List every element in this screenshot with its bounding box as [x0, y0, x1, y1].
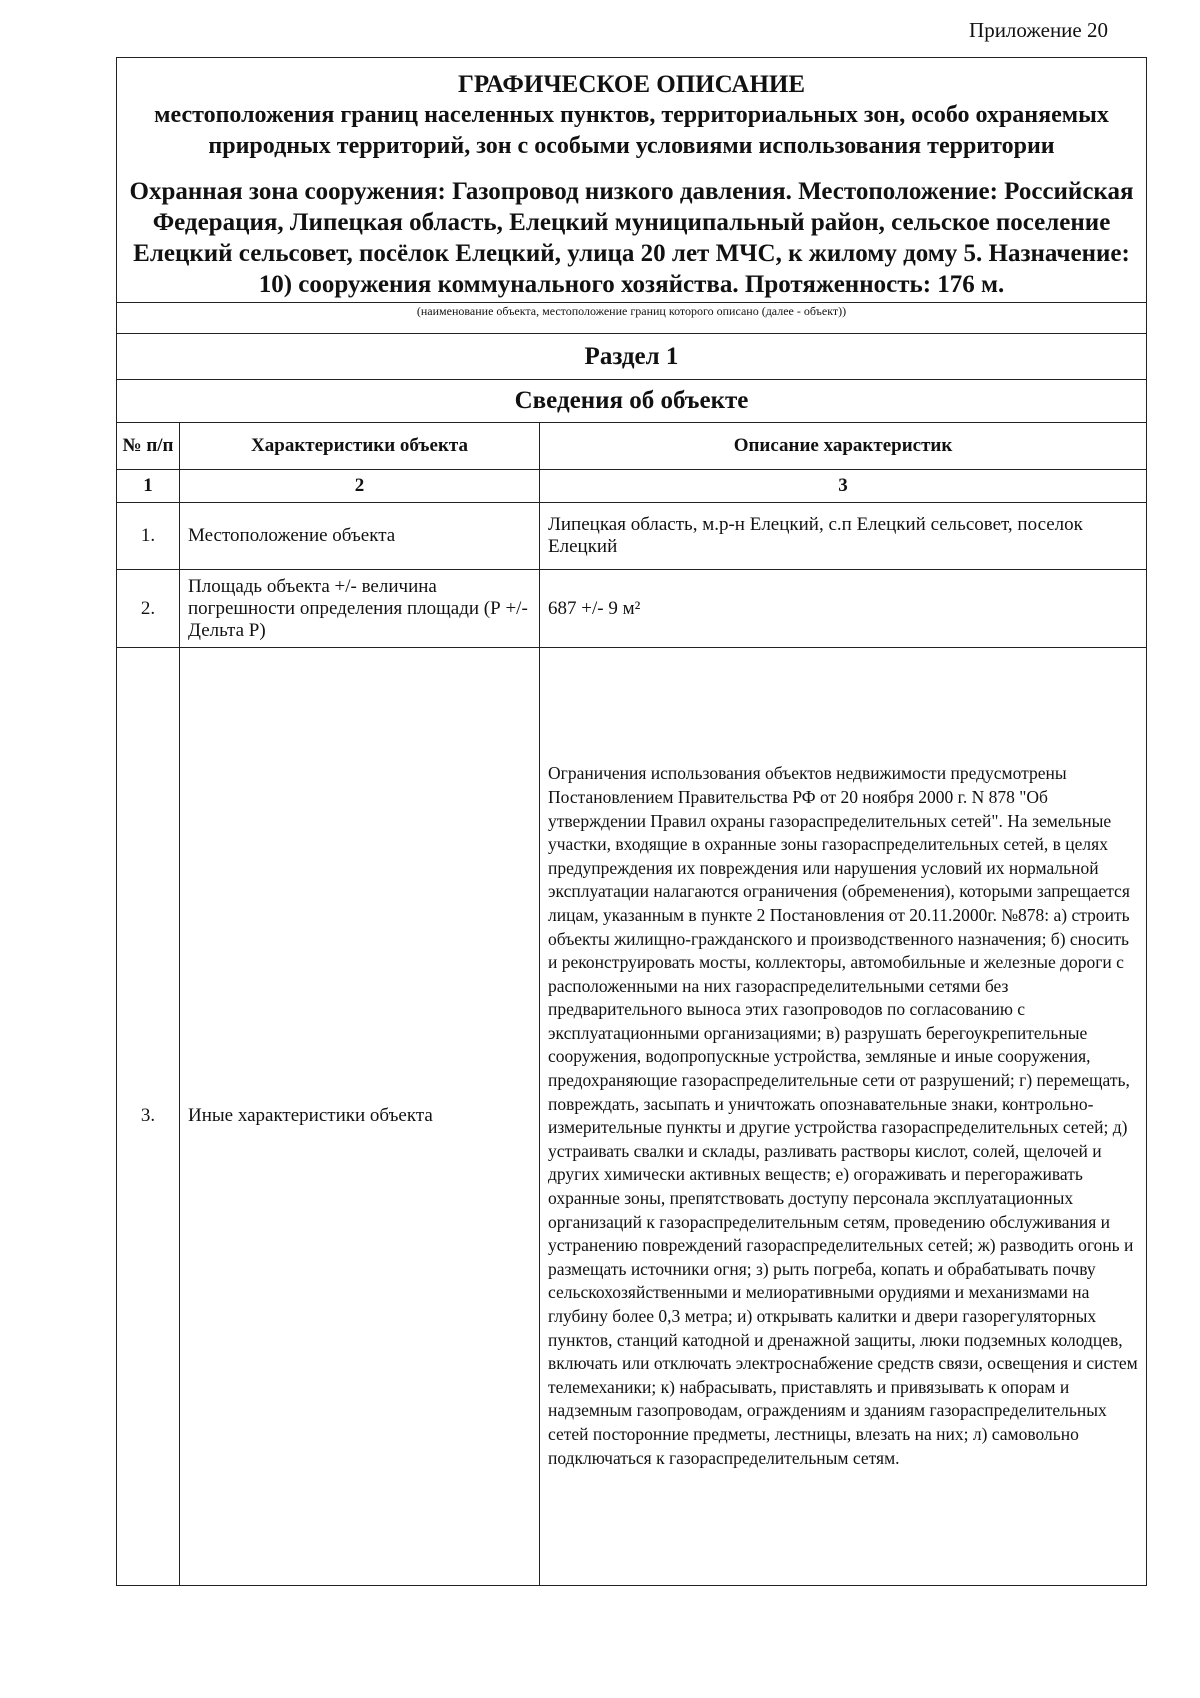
row-number: 1. — [117, 503, 180, 570]
row-characteristic: Иные характеристики объекта — [180, 648, 540, 1585]
column-number-row — [117, 470, 1146, 503]
document-subtitle: местоположения границ населенных пунктов, территориальных зон, особо охраняемых природных территорий, зон с особыми условиями использования территории — [154, 102, 1109, 159]
col-number: 3 — [540, 470, 1147, 503]
section-title: Раздел 1 — [117, 333, 1146, 379]
table-row — [117, 648, 1146, 1585]
col-number: 1 — [117, 470, 180, 503]
row-description: 687 +/- 9 м² — [540, 570, 1147, 648]
col-header-number: № п/п — [117, 423, 180, 470]
appendix-label: Приложение 20 — [969, 18, 1108, 42]
row-characteristic: Площадь объекта +/- величина погрешности определения площади (Р +/- Дельта Р) — [180, 570, 540, 648]
object-caption: (наименование объекта, местоположение границ которого описано (далее - объект)) — [117, 302, 1146, 333]
row-description: Ограничения использования объектов недвижимости предусмотрены Постановлением Правительства РФ от 20 ноября 2000 г. N 878 "Об утверждении Правил охраны газораспределительных сетей". На земельные участки, входящие в охранные зоны газораспределительных сетей, в целях предупреждения их повреждения или нарушения условий их нормальной эксплуатации налагаются ограничения (обременения), которыми запрещается лицам, указанным в пункте 2 Постановления от 20.11.2000г. №878: а) строить объекты жилищно-гражданского и производственного назначения; б) сносить и реконструировать мосты, коллекторы, автомобильные и железные дороги с расположенными на них газораспределительными сетями без предварительного выноса этих газопроводов по согласованию с эксплуатационными организациями; в) разрушать берегоукрепительные сооружения, водопропускные устройства, земляные и иные сооружения, предохраняющие газораспределительные сети от разрушений; г) перемещать, повреждать, засыпать и уничтожать опознавательные знаки, контрольно-измерительные пункты и другие устройства газораспределительных сетей; д) устраивать свалки и склады, разливать растворы кислот, солей, щелочей и других химически активных веществ; е) огораживать и перегораживать охранные зоны, препятствовать доступу персонала эксплуатационных организаций к газораспределительным сетям, проведению обслуживания и устранению повреждений газораспределительных сетей; ж) разводить огонь и размещать источники огня; з) рыть погреба, копать и обрабатывать почву сельскохозяйственными и мелиоративными орудиями и механизмами на глубину более 0,3 метра; и) открывать калитки и двери газорегуляторных пунктов, станций катодной и дренажной защиты, люки подземных колодцев, включать или отключать электроснабжение средств связи, освещения и систем телемеханики; к) набрасывать, приставлять и привязывать к опорам и надземным газопроводам, ограждениям и зданиям газораспределительных сетей посторонние предметы, лестницы, влезать на них; л) самовольно подключаться к газораспределительным сетям. — [540, 648, 1147, 1585]
object-info-table — [117, 422, 1146, 1585]
section-subtitle: Сведения об объекте — [117, 379, 1146, 422]
table-row — [117, 570, 1146, 648]
row-characteristic: Местоположение объекта — [180, 503, 540, 570]
table-header-row — [117, 423, 1146, 470]
row-number: 2. — [117, 570, 180, 648]
document-frame — [116, 57, 1147, 1586]
col-header-description: Описание характеристик — [540, 423, 1147, 470]
document-title: ГРАФИЧЕСКОЕ ОПИСАНИЕ — [457, 71, 806, 98]
row-number: 3. — [117, 648, 180, 1585]
col-number: 2 — [180, 470, 540, 503]
row-description: Липецкая область, м.р-н Елецкий, с.п Елецкий сельсовет, поселок Елецкий — [540, 503, 1147, 570]
document-header — [117, 58, 1146, 302]
table-row — [117, 503, 1146, 570]
object-description: Охранная зона сооружения: Газопровод низкого давления. Местоположение: Российская Федерация, Липецкая область, Елецкий муниципальный район, сельское поселение Елецкий сельсовет, посёлок Елецкий, улица 20 лет МЧС, к жилому дому 5. Назначение: 10) сооружения коммунального хозяйства. Протяженность: 176 м. — [129, 178, 1134, 298]
col-header-characteristic: Характеристики объекта — [180, 423, 540, 470]
